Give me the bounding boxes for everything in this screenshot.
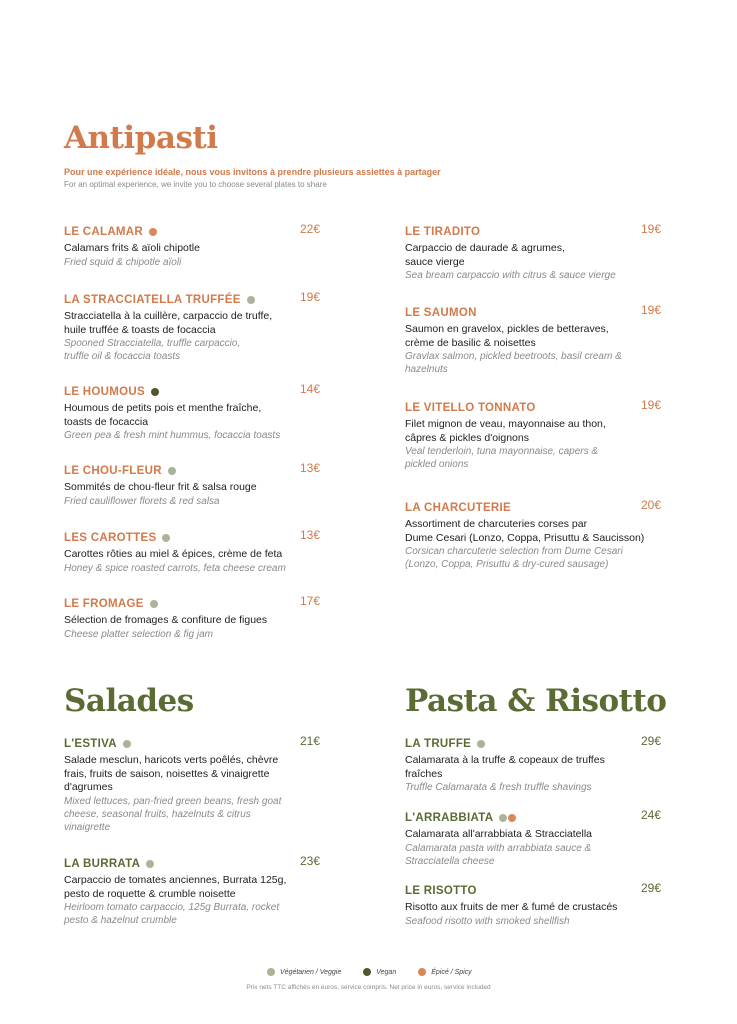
veggie-icon	[146, 860, 154, 868]
diet-tags	[162, 534, 170, 542]
item-name	[405, 307, 477, 319]
legend-vegan: Vegan	[363, 968, 396, 976]
item-description-fr: fraîches	[405, 767, 443, 780]
menu-item	[64, 222, 334, 269]
item-description-fr: Houmous de petits pois et menthe fraîche,	[64, 402, 262, 414]
item-price: 22€	[300, 222, 321, 236]
item-description-en: Heirloom tomato carpaccio, 125g Burrata, rocket	[64, 902, 280, 913]
item-description-fr: crème de basilic & noisettes	[405, 336, 536, 349]
menu-item	[64, 290, 334, 363]
item-description-fr: Calamarata all'arrabbiata & Stracciatella	[405, 828, 593, 840]
item-name-text: LE FROMAGE	[64, 598, 144, 610]
menu-item	[405, 808, 675, 868]
item-name	[405, 226, 480, 238]
diet-tags	[151, 388, 159, 396]
veggie-icon	[499, 814, 507, 822]
item-description-fr: Risotto aux fruits de mer & fumé de crustacés	[405, 901, 618, 913]
item-description-fr: Carpaccio de daurade & agrumes,	[405, 242, 565, 254]
item-price: 19€	[641, 222, 662, 236]
antipasti-intro-fr: Pour une expérience idéale, nous vous invitons à prendre plusieurs assiettes à partager	[64, 167, 441, 177]
item-description-fr: Carottes rôties au miel & épices, crème de feta	[64, 548, 283, 560]
legend	[267, 968, 472, 976]
veggie-icon	[168, 467, 176, 475]
item-name-text: LE RISOTTO	[405, 885, 477, 897]
diet-tags	[150, 600, 158, 608]
antipasti-intro-en: For an optimal experience, we invite you to choose several plates to share	[64, 180, 327, 189]
item-description-en: pickled onions	[405, 459, 469, 470]
item-name	[405, 885, 477, 897]
item-name	[64, 598, 158, 610]
item-name-text: LE CALAMAR	[64, 226, 144, 238]
item-name	[64, 386, 159, 398]
item-price: 29€	[641, 734, 662, 748]
item-description-fr: Stracciatella à la cuillère, carpaccio de truffe,	[64, 310, 273, 322]
item-name-text: LE CHOU-FLEUR	[64, 465, 162, 477]
item-description-fr: Sommités de chou-fleur frit & salsa rouge	[64, 481, 257, 493]
item-description-en: Fried squid & chipotle aïoli	[64, 256, 182, 268]
item-description-en: pesto & hazelnut crumble	[64, 915, 177, 926]
menu-item	[405, 881, 675, 928]
item-description-en: Stracciatella cheese	[405, 855, 495, 867]
item-description-en: Fried cauliflower florets & red salsa	[64, 495, 220, 507]
footnote: Prix nets TTC affichés en euros, service compris. Net price in euros, service included	[246, 984, 491, 991]
item-name-text: LE TIRADITO	[405, 226, 481, 238]
item-description-fr: toasts de focaccia	[64, 415, 149, 428]
item-description-fr: Saumon en gravelox, pickles de betteraves,	[405, 323, 609, 335]
item-description-en: (Lonzo, Coppa, Prisuttu & dry-cured sausage)	[405, 559, 609, 570]
item-name	[64, 465, 176, 477]
item-name-text: LES CAROTTES	[64, 532, 157, 544]
item-description-fr: sauce vierge	[405, 255, 465, 268]
antipasti-title: Antipasti	[64, 120, 218, 156]
item-description-fr: pesto de roquette & crumble noisette	[64, 887, 236, 900]
diet-tags	[477, 740, 485, 748]
salades-title: Salades	[64, 683, 194, 719]
item-description-en: Seafood risotto with smoked shellfish	[405, 915, 570, 927]
diet-tags	[247, 296, 255, 304]
item-name	[64, 738, 131, 750]
item-price: 24€	[641, 808, 662, 822]
item-description-fr: Sélection de fromages & confiture de figues	[64, 614, 268, 626]
item-price: 23€	[300, 854, 321, 868]
item-description-fr: frais, fruits de saison, noisettes & vinaigrette	[64, 767, 270, 780]
veggie-icon	[123, 740, 131, 748]
menu-item	[64, 734, 334, 834]
menu-item	[405, 734, 675, 794]
pasta-title: Pasta & Risotto	[405, 683, 667, 719]
veggie-icon	[150, 600, 158, 608]
item-description-fr: Assortiment de charcuteries corses par	[405, 518, 588, 530]
item-name	[405, 812, 516, 824]
item-description-fr: Salade mesclun, haricots verts poêlés, chèvre	[64, 754, 279, 766]
item-name-text: LE SAUMON	[405, 307, 477, 319]
diet-tags	[149, 228, 157, 236]
veggie-icon	[267, 968, 275, 976]
spicy-icon	[418, 968, 426, 976]
item-description-fr: Filet mignon de veau, mayonnaise au thon,	[405, 418, 606, 430]
item-name-text: LA CHARCUTERIE	[405, 502, 511, 514]
item-description-fr: câpres & pickles d'oignons	[405, 431, 529, 444]
item-name-text: LA TRUFFE	[405, 738, 472, 750]
item-description-en: Gravlax salmon, pickled beetroots, basil cream &	[405, 351, 622, 362]
item-description-fr: Dume Cesari (Lonzo, Coppa, Prisuttu & Saucisson)	[405, 531, 645, 544]
diet-tags	[168, 467, 176, 475]
item-description-en: Green pea & fresh mint hummus, focaccia toasts	[64, 430, 281, 441]
item-description-en: vinaigrette	[64, 821, 111, 833]
item-description-en: Truffle Calamarata & fresh truffle shavings	[405, 782, 592, 793]
item-description-en: hazelnuts	[405, 364, 448, 375]
item-description-en: truffle oil & focaccia toasts	[64, 351, 181, 362]
veggie-icon	[477, 740, 485, 748]
item-name-text: LE HOUMOUS	[64, 386, 145, 398]
item-price: 21€	[300, 734, 321, 748]
menu-item	[64, 594, 334, 641]
item-description-en: Sea bream carpaccio with citrus & sauce vierge	[405, 270, 616, 281]
item-description-fr: huile truffée & toasts de focaccia	[64, 323, 216, 336]
item-description-en: Calamarata pasta with arrabbiata sauce &	[405, 842, 592, 854]
item-name-text: LA STRACCIATELLA TRUFFÉE	[64, 294, 241, 306]
menu-item	[405, 303, 675, 376]
item-name-text: L'ARRABBIATA	[405, 812, 494, 824]
item-price: 29€	[641, 881, 662, 895]
item-name	[64, 532, 170, 544]
item-name	[405, 502, 511, 514]
veggie-icon	[247, 296, 255, 304]
item-price: 19€	[641, 303, 662, 317]
spicy-icon	[508, 814, 516, 822]
item-description-en: Honey & spice roasted carrots, feta cheese cream	[64, 562, 286, 574]
item-description-en: Veal tenderloin, tuna mayonnaise, capers &	[405, 446, 599, 457]
item-description-fr: Calamars frits & aïoli chipotle	[64, 242, 200, 254]
item-description-fr: Carpaccio de tomates anciennes, Burrata 125g,	[64, 874, 287, 886]
item-description-fr: Calamarata à la truffe & copeaux de truffes	[405, 754, 605, 766]
item-name	[405, 738, 485, 750]
item-price: 20€	[641, 498, 662, 512]
item-description-en: Corsican charcuterie selection from Dume Cesari	[405, 546, 623, 557]
diet-tags	[123, 740, 131, 748]
legend-spicy: Épicé / Spicy	[418, 968, 471, 976]
item-name	[405, 402, 536, 414]
item-price: 19€	[641, 398, 662, 412]
menu-item	[64, 382, 334, 442]
item-price: 14€	[300, 382, 321, 396]
item-name-text: LA BURRATA	[64, 858, 141, 870]
item-name	[64, 294, 255, 306]
legend-veggie: Végétarien / Veggie	[267, 968, 341, 976]
menu-item	[405, 498, 675, 571]
item-name	[64, 858, 154, 870]
item-price: 17€	[300, 594, 321, 608]
item-name-text: LE VITELLO TONNATO	[405, 402, 536, 414]
menu-item	[64, 528, 334, 575]
menu-item	[64, 854, 334, 927]
item-name	[64, 226, 157, 238]
item-price: 13€	[300, 461, 321, 475]
spicy-icon	[149, 228, 157, 236]
item-description-fr: d'agrumes	[64, 781, 113, 793]
diet-tags	[499, 814, 516, 822]
item-description-en: Cheese platter selection & fig jam	[64, 628, 213, 640]
item-description-en: Spooned Stracciatella, truffle carpaccio,	[64, 338, 241, 349]
diet-tags	[146, 860, 154, 868]
veggie-icon	[162, 534, 170, 542]
vegan-icon	[363, 968, 371, 976]
menu-item	[64, 461, 334, 508]
menu-item	[405, 398, 675, 471]
item-description-en: cheese, seasonal fruits, hazelnuts & citrus	[64, 808, 251, 820]
item-price: 19€	[300, 290, 321, 304]
item-description-en: Mixed lettuces, pan-fried green beans, fresh goat	[64, 795, 282, 807]
vegan-icon	[151, 388, 159, 396]
item-price: 13€	[300, 528, 321, 542]
menu-item	[405, 222, 675, 282]
item-name-text: L'ESTIVA	[64, 738, 117, 750]
